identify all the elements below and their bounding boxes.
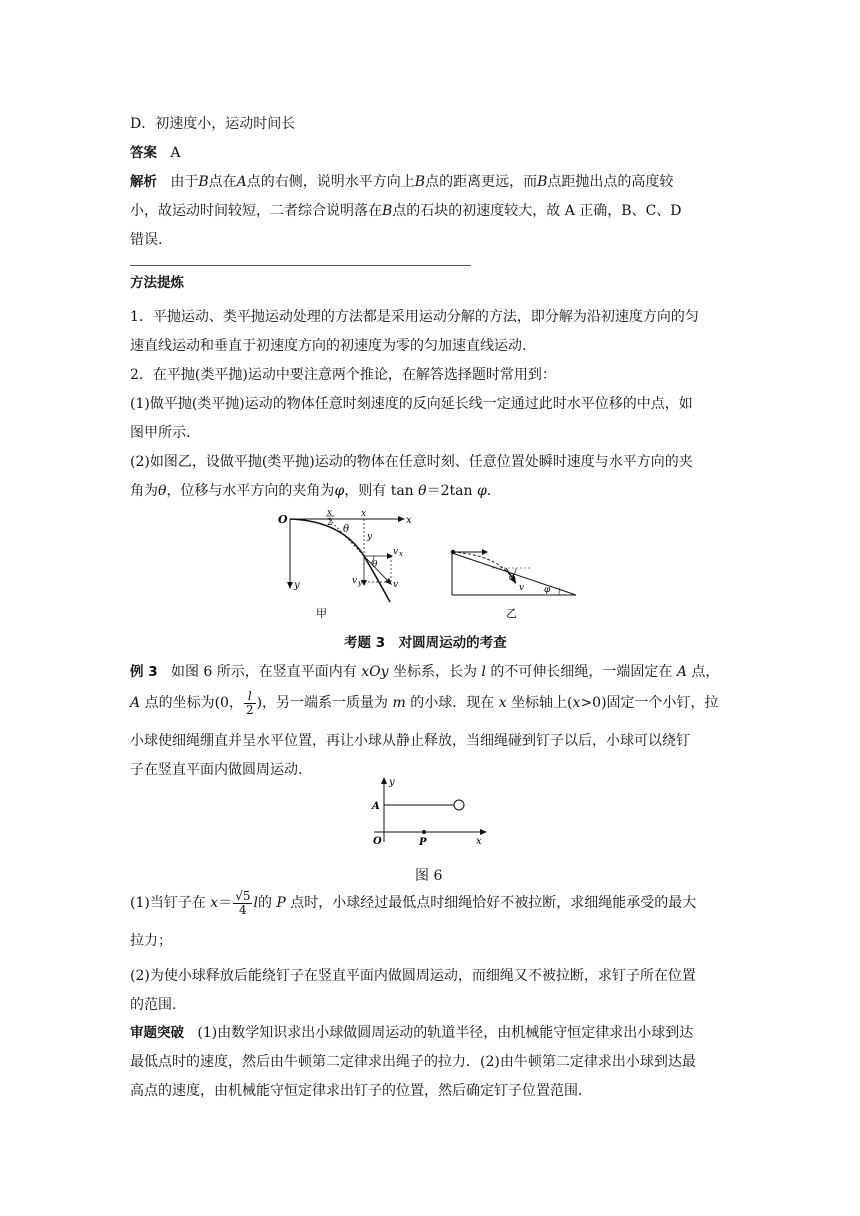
fig-yi-caption: 乙 [506,607,517,620]
fig-jia-vy: v [352,576,358,586]
fig-yi-theta: θ [509,573,515,583]
figure-jia [272,506,417,624]
example3-line1: 例 3 如图 6 所示，在竖直平面内有 xOy 坐标系，长为 l 的不可伸长细绳，一端固定在 A 点， [130,664,720,680]
breakthrough-label: 审题突破 [130,1025,184,1041]
fig-jia-vx: v [393,547,399,557]
fig-jia-vy-sub: y [358,579,362,587]
fig-jia-O: O [278,513,288,526]
fig6-A-label: A [372,801,380,812]
analysis-line-3: 错误. [130,232,163,248]
fig-jia-y-label: y [367,532,373,542]
fig6-caption: 图 6 [415,868,443,884]
method-p1-line1: 1．平抛运动、类平抛运动处理的方法都是采用运动分解的方法，即分解为沿初速度方向的匀 [130,309,699,325]
fig-jia-y-axis-label: y [294,580,300,591]
figure-yi [444,540,584,624]
fig6-x-label: x [476,836,482,847]
analysis-line-1: 解析 由于B点在A点的右侧，说明水平方向上B点的距离更远，而B点距抛出点的高度较 [130,174,674,190]
example3-line2: A 点的坐标为(0， $\frac{l}{2}$ )，另一端系一质量为 m 的小球．现在 x 坐标轴上(x>0)固定一个小钉，拉 [130,688,719,717]
fraction-root5-over-4: $\frac{√5}{4}$ [235,888,251,917]
fig-jia-theta-top: θ [343,524,350,535]
method-p4-line2: 角为θ，位移与水平方向的夹角为φ，则有 tan θ＝2tan φ. [130,483,492,499]
method-p3-line1: (1)做平抛(类平抛)运动的物体任意时刻速度的反向延长线一定通过此时水平位移的中点，如 [130,396,693,412]
question-2-line1: (2)为使小球释放后能绕钉子在竖直平面内做圆周运动，而细绳又不被拉断，求钉子所在位置 [130,968,696,984]
method-p4-line1: (2)如图乙，设做平抛(类平抛)运动的物体在任意时刻、任意位置处瞬时速度与水平方向的夹 [130,454,693,470]
analysis-line-2: 小，故运动时间较短，二者综合说明落在B点的石块的初速度较大，故 A 正确，B、C、D [130,203,682,219]
fraction-l-over-2: $\frac{l}{2}$ [245,688,254,717]
example3-line3: 小球使细绳绷直并呈水平位置，再让小球从静止释放，当细绳碰到钉子以后，小球可以绕钉 [130,733,690,749]
fig-jia-v: v [393,580,399,590]
fig-yi-v: v [519,583,525,593]
question-2-line2: 的范围. [130,997,177,1013]
breakthrough-line1: 审题突破 (1)由数学知识求出小球做圆周运动的轨道半径，由机械能守恒定律求出小球到达 [130,1025,694,1041]
fig-jia-theta-bottom: θ [372,560,378,570]
fig-jia-x-label: x [361,509,367,519]
question-1-line1: (1)当钉子在 x＝ $\frac{√5}{4}$ l的 P 点时，小球经过最低点时细绳恰好不被拉断，求细绳能承受的最大 [130,888,697,917]
section-divider [130,265,471,266]
fig-jia-caption: 甲 [316,607,327,620]
fig-jia-half-x-den: 2 [327,518,333,528]
fig-jia-x-axis-label: x [406,515,412,526]
fig-jia-vx-sub: x [399,550,403,558]
example3-line4: 子在竖直平面内做圆周运动. [130,762,303,778]
method-p1-line2: 速直线运动和垂直于初速度方向的初速度为零的匀加速直线运动. [130,338,527,354]
method-p2: 2．在平抛(类平抛)运动中要注意两个推论，在解答选择题时常用到： [130,367,556,383]
method-p3-line2: 图甲所示. [130,425,191,441]
analysis-label: 解析 [130,174,157,190]
fig-yi-phi: φ [544,585,551,595]
option-d: D．初速度小，运动时间长 [130,116,296,132]
breakthrough-line2: 最低点时的速度，然后由牛顿第二定律求出绳子的拉力．(2)由牛顿第二定律求出小球到达最 [130,1054,696,1070]
example3-label: 例 3 [130,664,158,680]
figure-6 [364,772,496,848]
topic-3-heading: 考题 3 对圆周运动的考查 [344,635,507,651]
fig6-P-label: P [419,837,427,848]
answer-label: 答案 [130,145,157,161]
answer-value: A [170,145,181,161]
answer-line [130,143,180,163]
breakthrough-line3: 高点的速度，由机械能守恒定律求出钉子的位置，然后确定钉子位置范围. [130,1083,583,1099]
method-heading: 方法提炼 [130,275,184,291]
fig6-O-label: O [373,836,382,847]
fig6-y-label: y [389,777,395,788]
fig-jia-half-x-num: x [327,508,333,518]
question-1-line2: 拉力； [130,933,172,949]
